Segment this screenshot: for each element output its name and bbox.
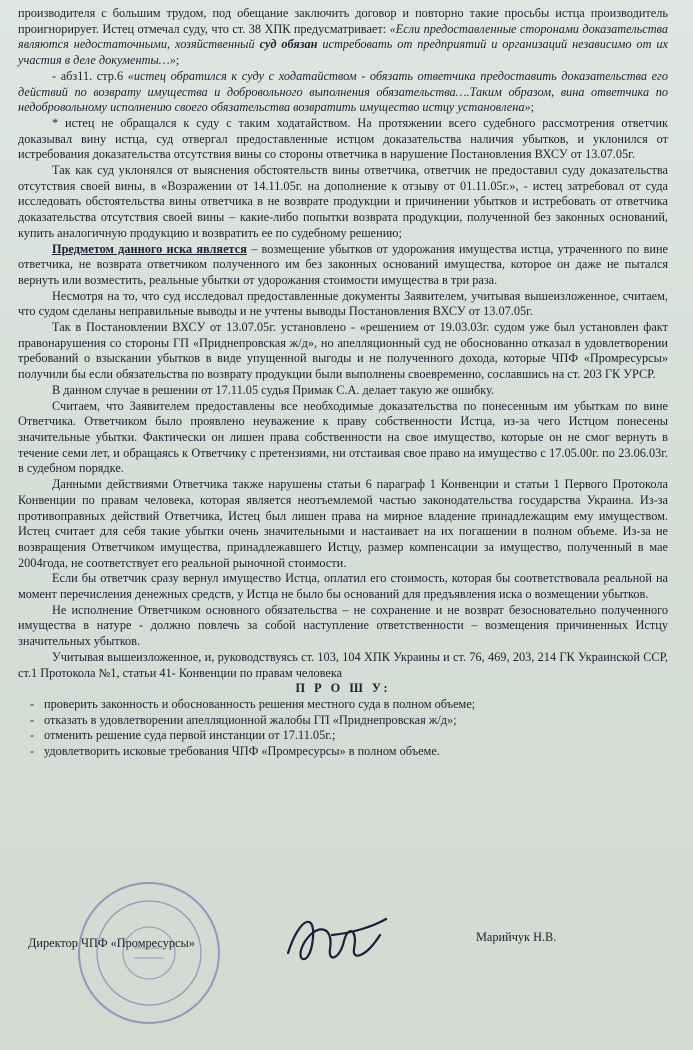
- paragraph-2: - абз11. стр.6 «истец обратился к суду с ходатайством - обязать ответчика предоставить доказательства его действий по возврату имущества и добровольного выполнения обязательства….Таким образом, вина ответчика по недобровольному исполнению своего обязательства возвратить имущество истцу установлена»;: [18, 68, 668, 115]
- round-stamp: [74, 878, 224, 1028]
- paragraph-6: Несмотря на то, что суд исследовал предоставленные документы Заявителем, учитывая вышеизложенное, считаем, что судом сделаны неправильные выводы и не учтены выводы Постановления ВХСУ от 13.07.05г.: [18, 288, 668, 319]
- director-title: Директор ЧПФ «Промресурсы»: [28, 936, 195, 950]
- request-list: [18, 697, 668, 760]
- document-body: [18, 6, 668, 760]
- request-item: - отказать в удовлетворении апелляционной жалобы ГП «Приднепровская ж/д»;: [30, 713, 668, 729]
- subject-heading: Предметом данного иска является: [52, 241, 247, 256]
- request-item: - удовлетворить исковые требования ЧПФ «Промресурсы» в полном объеме.: [30, 744, 668, 760]
- paragraph-12: Не исполнение Ответчиком основного обязательства – не сохранение и не возврат безосновательно полученного имущества в натуре - должно повлечь за собой наступление ответственности – возмещения причиненных Истцу значительных убытков.: [18, 602, 668, 649]
- paragraph-3: * истец не обращался к суду с таким ходатайством. На протяжении всего судебного рассмотрения ответчик доказывал вину истца, суд отвергал предоставленные истцом доказательства наличия убытков, и уклонился от истребования доказательства отсутствия вины со стороны ответчика в нарушение Постановления ВХСУ от 13.07.05г.: [18, 115, 668, 162]
- paragraph-11: Если бы ответчик сразу вернул имущество Истца, оплатил его стоимость, которая бы соответствовала реальной на момент перечисления денежных средств, у Истца не было бы оснований для предъявления иска о возмещении убытков.: [18, 571, 668, 602]
- signature: [282, 905, 392, 975]
- paragraph-10: Данными действиями Ответчика также нарушены статьи 6 параграф 1 Конвенции и статьи 1 Первого Протокола Конвенции по правам человека, которая является неотъемлемой частью законодательства государства Украина. Из-за противоправных действий Ответчика, Истец был лишен права на мирное владение принадлежащим ему имуществом. Истец считает для себя такие убытки очень значительными и настаивает на их погашении в полном объеме. Из-за не возвращения Ответчиком имущества, принадлежавшего Истцу, размер компенсации за имущество, полученный в мае 2004года, не соответствует его реальной рыночной стоимости.: [18, 477, 668, 570]
- paragraph-9: Считаем, что Заявителем предоставлены все необходимые доказательства по понесенным им убыткам по вине Ответчика. Ответчиком было проявлено неуважение к праву собственности Истца, из-за чего Истцом понесены значительные убытки. Фактически он лишен права собственности на свое имущество, которые он не смог вернуть в течение семи лет, и обращаясь к Ответчику с претензиями, ни отстаивая свое право на имущество с 17.05.00г. по 23.06.03г. в судебном порядке.: [18, 398, 668, 476]
- request-item: - проверить законность и обоснованность решения местного суда в полном объеме;: [30, 697, 668, 713]
- paragraph-13: Учитывая вышеизложенное, и, руководствуясь ст. 103, 104 ХПК Украины и ст. 76, 469, 203, 214 ГК Украинской ССР, ст.1 Протокола №1, статьи 41- Конвенции по правам человека: [18, 649, 668, 680]
- request-heading: П Р О Ш У:: [295, 681, 391, 696]
- quote-art38: «Если предоставленные сторонами доказательства являются недостаточными, хозяйственный суд обязан истребовать от предприятий и организаций независимо от их участия в деле документы…»: [18, 21, 668, 68]
- quote-page6: «истец обратился к суду с ходатайством - обязать ответчика предоставить доказательства его действий по возврату имущества и добровольного выполнения обязательства….Таким образом, вина ответчика по недобровольному исполнению своего обязательства возвратить имущество истцу установлена»: [18, 68, 668, 115]
- paragraph-5: Предметом данного иска является – возмещение убытков от удорожания имущества истца, утраченного по вине ответчика, не возврата ответчиком полученного им без законных оснований имущества, которое он даже не пытался вернуть или возместить, реальные убытки от удорожания стоимости имущества в три раза.: [18, 241, 668, 287]
- request-item: - отменить решение суда первой инстанции от 17.11.05г.;: [30, 728, 668, 744]
- paragraph-7: Так в Постановлении ВХСУ от 13.07.05г. установлено - «решением от 19.03.03г. судом уже был установлен факт правонарушения со стороны ГП «Приднепровская ж/д», но апелляционный суд не обоснованно отказал в удовлетворении требований о взыскании убытков в виде упущенной выгоды и не полученного дохода, которые ЧПФ «Промресурсы» получили бы если обязательства по возврату продукции были выполнены своевременно, сославшись на ст. 203 ГК УРСР.: [18, 320, 668, 382]
- paragraph-4: Так как суд уклонялся от выяснения обстоятельств вины ответчика, ответчик не предоставил суду доказательства отсутствия своей вины, в «Возражении от 14.11.05г. на дополнение к отзыву от 01.11.05г.», - истец затребовал от суда исследовать обстоятельства вины ответчика в не возврате продукции и причинении убытков и истребовать от ответчика доказательства отсутствия своей вины – какие-либо попытки возврата продукции, полученной без законных оснований, купить аналогичную продукцию и возвратить ее по судебному решению;: [18, 163, 668, 240]
- paragraph-8: В данном случае в решении от 17.11.05 судья Примак С.А. делает такую же ошибку.: [52, 382, 495, 397]
- signer-name: Марийчук Н.В.: [476, 930, 557, 944]
- paragraph-1: производителя с большим трудом, под обещание заключить договор и повторно такие просьбы истца производитель проигнорирует. Истец отмечал суду, что ст. 38 ХПК предусматривает: «Если предоставленные сторонами доказательства являются недостаточными, хозяйственный суд обязан истребовать от предприятий и организаций независимо от их участия в деле документы…»;: [18, 6, 668, 68]
